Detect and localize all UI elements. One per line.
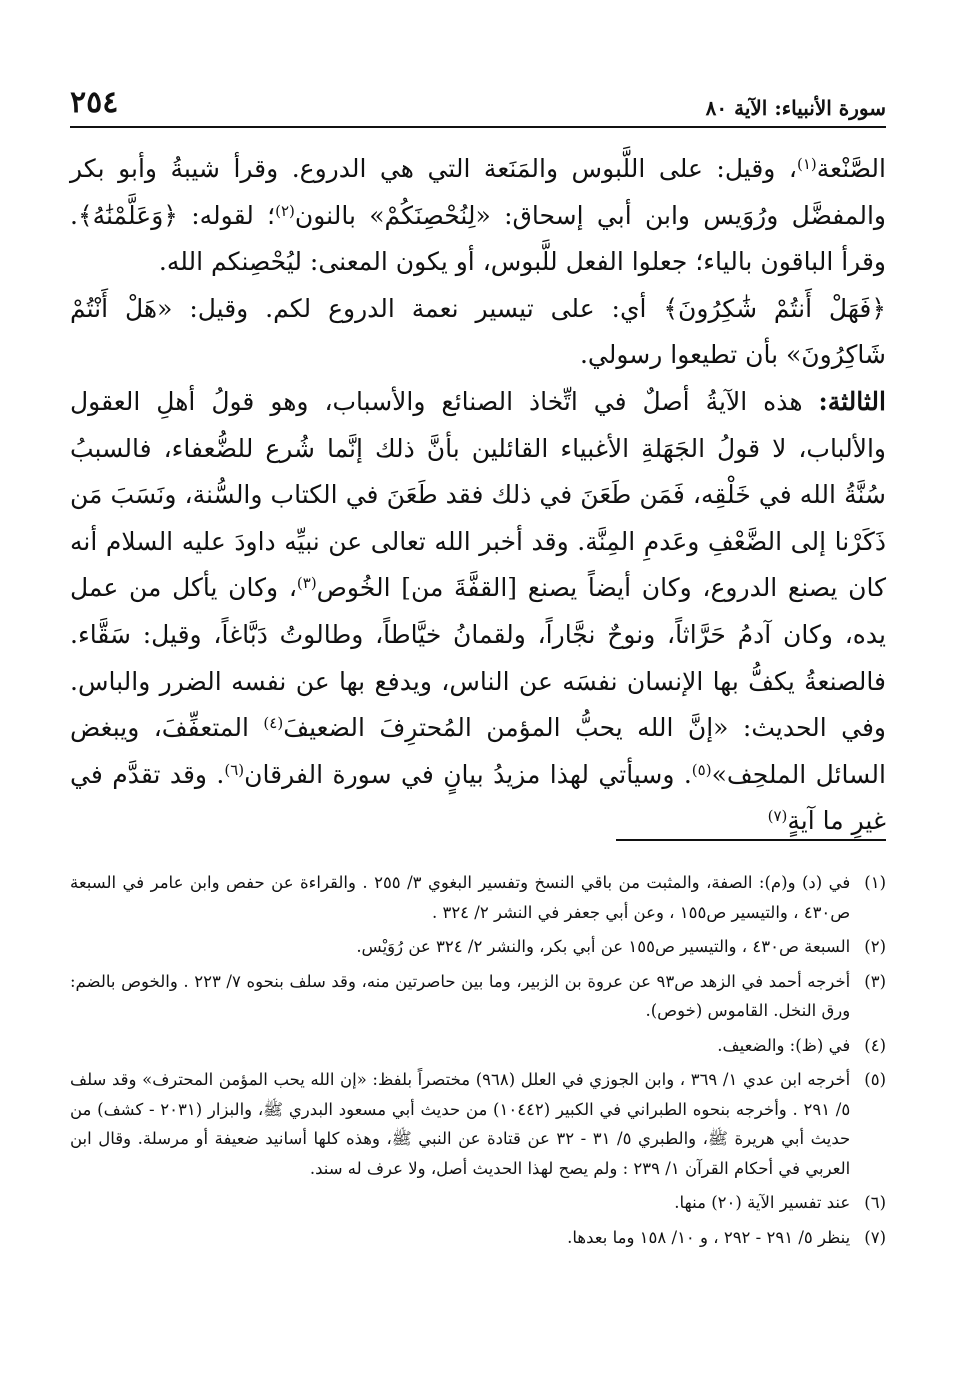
footnote-number: (٣) (864, 971, 886, 991)
footnote-text: السبعة ص٤٣٠ ، والتيسير ص١٥٥ عن أبي بكر، والنشر ٢/ ٣٢٤ عن رُوَيْس. (356, 937, 851, 956)
footnote-marker-5[interactable]: (٥) (691, 760, 712, 779)
footnote (70, 1223, 886, 1253)
footnote-number: (٦) (864, 1193, 886, 1212)
footnote (70, 1031, 886, 1061)
footnote-marker-1[interactable]: (١) (796, 155, 817, 173)
footnote-number: (٥) (864, 1070, 886, 1089)
footnote-marker-4[interactable]: (٤) (263, 714, 284, 733)
page-number: ٢٥٤ (70, 85, 119, 120)
main-text (70, 146, 886, 845)
footnote (70, 1188, 886, 1218)
chapter-title: سورة الأنبياء: الآية ٨٠ (705, 96, 886, 120)
paragraph-2: ﴿فَهَلْ أَنتُمْ شَٰكِرُونَ﴾ أي: على تيسير نعمة الدروع لكم. وقيل: «هَلْ أَنْتُمْ شَاكِرُونَ» بأن تطيعوا رسولي. (70, 293, 886, 370)
footnote-text: أخرجه أحمد في الزهد ص٩٣ عن عروة بن الزبير، وما بين حاصرتين منه، وقد سلف بنحوه ٧/ ٢٢٣ . والخوص بالضم: ورق النخل. القاموس (خوص). (70, 971, 851, 1020)
running-header (70, 60, 886, 128)
footnotes (70, 868, 886, 1257)
section-lead: الثالثة: (818, 386, 886, 416)
paragraph-1: الصَّنْعة$^{(١)}$، وقيل: على اللَّبوس والمَنَعة التي هي الدروع. وقرأ شيبةُ وأبو بكر والمفضَّل ورُوَيس وابن أبي إسحاق: «لِنُحْصِنَكُمْ» بالنون$^{(٢)}$؛ لقوله: ﴿وَعَلَّمْنَٰهُ﴾. وقرأ الباقون بالياء؛ جعلوا الفعل للَّبوس، أو يكون المعنى: ليُحْصِنكم الله. (70, 154, 886, 277)
footnote-text: أخرجه ابن عدي ١/ ٣٦٩ ، وابن الجوزي في العلل (٩٦٨) مختصراً بلفظ: «إن الله يحب المؤمن المحترف» وقد سلف ٥/ ٢٩١ . وأخرجه بنحوه الطبراني في الكبير (١٠٤٤٢) من حديث أبي مسعود البدري ﷺ، والبزار (٢٠٣١ - كشف) من حديث أبي هريرة ﷺ، والطبري ٥/ ٣١ - ٣٢ عن قتادة عن النبي ﷺ، وهذه كلها أسانيد ضعيفة أو مرسلة. وقال ابن العربي في أحكام القرآن ١/ ٢٣٩ : ولم يصح لهذا الحديث أصل، ولا عرف له سند. (70, 1070, 851, 1178)
footnote-marker-7[interactable]: (٧) (767, 807, 788, 826)
footnote-text: ينظر ٥/ ٢٩١ - ٢٩٢ ، و ١٠/ ١٥٨ وما بعدها. (567, 1227, 851, 1247)
footnote (70, 1065, 886, 1183)
footnote-separator (616, 839, 886, 841)
footnote (70, 967, 886, 1026)
footnote-number: (٢) (864, 937, 886, 956)
footnote-marker-3[interactable]: (٣) (296, 574, 317, 593)
footnote-number: (٧) (864, 1227, 886, 1247)
footnote-number: (٤) (864, 1035, 886, 1055)
footnote (70, 932, 886, 962)
footnote-number: (١) (864, 873, 886, 892)
footnote-marker-6[interactable]: (٦) (224, 760, 245, 779)
footnote-text: في (د) و(م): الصفة، والمثبت من باقي النسخ وتفسير البغوي ٣/ ٢٥٥ . والقراءة عن حفص وابن عامر في السبعة ص٤٣٠ ، والتيسير ص١٥٥ ، وعن أبي جعفر في النشر ٢/ ٣٢٤ . (70, 873, 851, 922)
paragraph-3: الثالثة: هذه الآيةُ أصلٌ في اتِّخاذ الصنائع والأسباب، وهو قولُ أهلِ العقول والألباب، لا قولُ الجَهَلةِ الأغبياء القائلين بأنَّ ذلك إنَّما شُرع للضُّعفاء، فالسببُ سُنَّةُ الله في خَلْقِه، فَمَن طَعَنَ في ذلك فقد طَعَنَ في الكتاب والسُّنة، ونَسَبَ مَن ذَكَرْنا إلى الضَّعْفِ وعَدمِ المِنَّة. وقد أخبر الله تعالى عن نبيِّه داودَ عليه السلام أنه كان يصنع الدروع، وكان أيضاً يصنع [القفَّةَ من] الخُوص$^{(٣)}$، وكان يأكل من عمل يده، وكان آدمُ حَرَّاثاً، ونوحٌ نجَّاراً، ولقمانُ خيَّاطاً، وطالوتُ دَبَّاغاً، وقيل: سَقَّاء. فالصنعةُ يكفُّ بها الإنسان نفسَه عن الناس، ويدفع بها عن نفسه الضرر والباس. وفي الحديث: «إنَّ الله يحبُّ المؤمن المُحترِفَ الضعيفَ$^{(٤)}$ المتعفِّفَ، ويبغض السائل الملحِف»$^{(٥)}$. وسيأتي لهذا مزيدُ بيانٍ في سورة الفرقان$^{(٦)}$. وقد تقدَّم في غيرِ ما آيةٍ$^{(٧)}$ (70, 386, 886, 836)
footnote (70, 868, 886, 927)
footnote-text: في (ظ): والضعيف. (717, 1035, 851, 1055)
footnote-marker-2[interactable]: (٢) (275, 201, 295, 220)
footnote-text: عند تفسير الآية (٢٠) منها. (674, 1193, 851, 1212)
